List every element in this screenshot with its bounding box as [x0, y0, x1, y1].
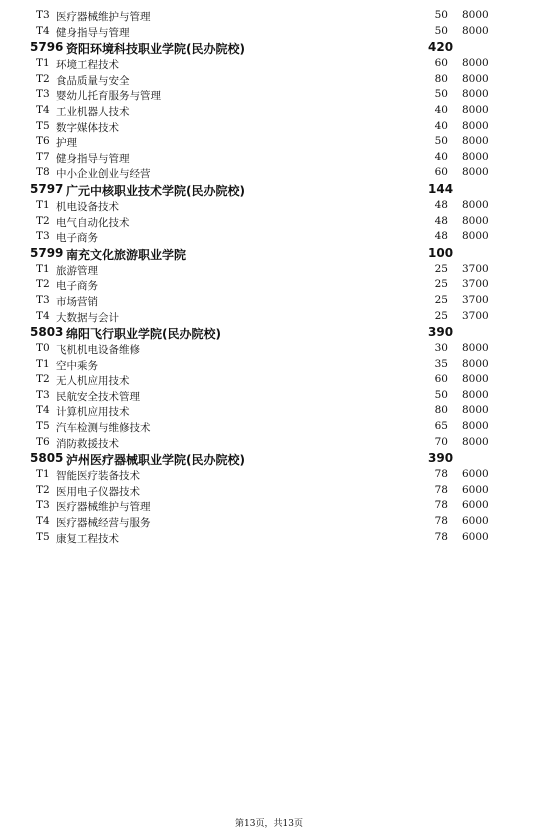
- major-name: 婴幼儿托育服务与管理: [56, 90, 161, 103]
- major-code: T1: [36, 357, 50, 370]
- major-fee: 8000: [462, 404, 489, 417]
- school-total: 144: [428, 181, 454, 196]
- page-footer: 第13页，共13页: [235, 819, 303, 829]
- major-plan: 60: [434, 373, 448, 386]
- school-row: [30, 450, 500, 467]
- major-code: T4: [36, 309, 50, 322]
- school-name: 泸州医疗器械职业学院(民办院校): [66, 453, 245, 468]
- major-row: [30, 372, 500, 388]
- major-fee: 8000: [462, 388, 489, 401]
- major-row: [30, 277, 500, 293]
- major-plan: 35: [434, 357, 448, 370]
- major-plan: 78: [434, 468, 448, 481]
- major-row: [30, 8, 500, 24]
- major-fee: 8000: [462, 72, 489, 85]
- major-plan: 50: [434, 88, 448, 101]
- major-plan: 60: [434, 57, 448, 70]
- major-row: [30, 134, 500, 150]
- school-row: [30, 39, 500, 56]
- major-plan: 25: [434, 278, 448, 291]
- school-row: [30, 181, 500, 198]
- major-plan: 60: [434, 166, 448, 179]
- major-plan: 80: [434, 404, 448, 417]
- major-row: [30, 341, 500, 357]
- major-name: 飞机机电设备维修: [56, 344, 140, 357]
- school-row: [30, 245, 500, 262]
- major-plan: 65: [434, 420, 448, 433]
- major-plan: 80: [434, 72, 448, 85]
- major-fee: 3700: [462, 262, 489, 275]
- major-code: T0: [36, 342, 50, 355]
- major-fee: 8000: [462, 420, 489, 433]
- major-row: [30, 357, 500, 373]
- major-name: 医疗器械维护与管理: [56, 11, 151, 23]
- major-fee: 3700: [462, 309, 489, 322]
- major-row: [30, 103, 500, 119]
- major-code: T2: [36, 214, 50, 227]
- school-code: 5805: [30, 451, 64, 466]
- major-fee: 8000: [462, 9, 489, 21]
- major-code: T4: [36, 103, 50, 116]
- major-code: T5: [36, 119, 50, 132]
- major-name: 护理: [56, 137, 77, 150]
- major-row: [30, 498, 500, 514]
- major-fee: 8000: [462, 119, 489, 132]
- major-row: [30, 388, 500, 404]
- school-total: 390: [428, 451, 454, 466]
- major-row: [30, 56, 500, 72]
- major-name: 数字媒体技术: [56, 121, 119, 134]
- major-name: 大数据与会计: [56, 311, 119, 324]
- major-row: [30, 214, 500, 230]
- major-plan: 50: [434, 9, 448, 21]
- major-code: T6: [36, 135, 50, 148]
- major-code: T1: [36, 468, 50, 481]
- major-code: T1: [36, 57, 50, 70]
- major-name: 机电设备技术: [56, 200, 119, 213]
- major-fee: 8000: [462, 373, 489, 386]
- major-code: T4: [36, 515, 50, 528]
- major-plan: 40: [434, 103, 448, 116]
- major-fee: 8000: [462, 88, 489, 101]
- school-total: 390: [428, 325, 454, 340]
- major-row: [30, 198, 500, 214]
- major-plan: 40: [434, 150, 448, 163]
- major-code: T3: [36, 9, 50, 21]
- major-fee: 8000: [462, 135, 489, 148]
- school-name: 资阳环境科技职业学院(民办院校): [66, 42, 245, 57]
- major-code: T3: [36, 499, 50, 512]
- major-name: 康复工程技术: [56, 532, 119, 545]
- major-name: 电气自动化技术: [56, 216, 130, 229]
- major-name: 市场营销: [56, 295, 98, 308]
- school-name: 南充文化旅游职业学院: [66, 247, 187, 262]
- major-name: 环境工程技术: [56, 59, 119, 72]
- major-plan: 70: [434, 435, 448, 448]
- major-fee: 6000: [462, 530, 489, 543]
- major-name: 健身指导与管理: [56, 26, 130, 39]
- school-code: 5803: [30, 325, 64, 340]
- major-plan: 48: [434, 198, 448, 211]
- major-fee: 8000: [462, 230, 489, 243]
- school-total: 420: [428, 40, 454, 55]
- major-code: T4: [36, 24, 50, 37]
- major-row: [30, 72, 500, 88]
- major-row: [30, 514, 500, 530]
- major-name: 智能医疗装备技术: [56, 470, 140, 483]
- major-row: [30, 229, 500, 245]
- major-code: T5: [36, 420, 50, 433]
- major-fee: 3700: [462, 293, 489, 306]
- major-row: [30, 403, 500, 419]
- major-fee: 6000: [462, 515, 489, 528]
- major-row: [30, 150, 500, 166]
- major-code: T2: [36, 72, 50, 85]
- school-total: 100: [428, 245, 454, 260]
- major-fee: 8000: [462, 342, 489, 355]
- major-plan: 78: [434, 483, 448, 496]
- major-row: [30, 435, 500, 451]
- major-fee: 8000: [462, 57, 489, 70]
- major-plan: 25: [434, 262, 448, 275]
- major-plan: 30: [434, 342, 448, 355]
- major-name: 中小企业创业与经营: [56, 168, 151, 181]
- major-name: 计算机应用技术: [56, 406, 130, 419]
- major-plan: 78: [434, 515, 448, 528]
- major-code: T3: [36, 88, 50, 101]
- major-fee: 6000: [462, 468, 489, 481]
- major-code: T4: [36, 404, 50, 417]
- major-row: [30, 87, 500, 103]
- major-plan: 48: [434, 214, 448, 227]
- major-name: 汽车检测与维修技术: [56, 422, 151, 435]
- major-row: [30, 119, 500, 135]
- major-row: [30, 165, 500, 181]
- major-code: T8: [36, 166, 50, 179]
- major-code: T6: [36, 435, 50, 448]
- major-fee: 8000: [462, 166, 489, 179]
- major-code: T2: [36, 278, 50, 291]
- major-code: T1: [36, 262, 50, 275]
- major-name: 电子商务: [56, 280, 98, 293]
- major-fee: 6000: [462, 483, 489, 496]
- major-name: 消防救援技术: [56, 437, 119, 450]
- school-code: 5796: [30, 40, 64, 55]
- major-fee: 8000: [462, 214, 489, 227]
- major-code: T2: [36, 373, 50, 386]
- major-code: T5: [36, 530, 50, 543]
- major-plan: 78: [434, 530, 448, 543]
- major-row: [30, 530, 500, 546]
- major-plan: 78: [434, 499, 448, 512]
- major-row: [30, 467, 500, 483]
- major-fee: 8000: [462, 150, 489, 163]
- major-code: T3: [36, 388, 50, 401]
- major-fee: 8000: [462, 103, 489, 116]
- major-plan: 40: [434, 119, 448, 132]
- major-row: [30, 483, 500, 499]
- major-row: [30, 262, 500, 278]
- major-plan: 48: [434, 230, 448, 243]
- major-fee: 3700: [462, 278, 489, 291]
- major-code: T1: [36, 198, 50, 211]
- major-row: [30, 293, 500, 309]
- major-name: 健身指导与管理: [56, 152, 130, 165]
- school-code: 5799: [30, 245, 64, 260]
- major-name: 工业机器人技术: [56, 105, 130, 118]
- major-plan: 50: [434, 24, 448, 37]
- major-fee: 8000: [462, 435, 489, 448]
- major-name: 医用电子仪器技术: [56, 485, 140, 498]
- major-fee: 6000: [462, 499, 489, 512]
- major-code: T3: [36, 293, 50, 306]
- major-fee: 8000: [462, 24, 489, 37]
- major-plan: 25: [434, 293, 448, 306]
- major-code: T7: [36, 150, 50, 163]
- major-name: 食品质量与安全: [56, 74, 130, 87]
- major-row: [30, 309, 500, 325]
- major-code: T3: [36, 230, 50, 243]
- major-name: 民航安全技术管理: [56, 390, 140, 403]
- major-name: 医疗器械经营与服务: [56, 517, 151, 530]
- major-row: [30, 24, 500, 40]
- major-code: T2: [36, 483, 50, 496]
- major-plan: 25: [434, 309, 448, 322]
- major-name: 旅游管理: [56, 264, 98, 277]
- school-code: 5797: [30, 181, 64, 196]
- major-name: 医疗器械维护与管理: [56, 501, 151, 514]
- enrollment-table: [30, 8, 500, 545]
- school-name: 广元中核职业技术学院(民办院校): [66, 183, 245, 198]
- major-name: 电子商务: [56, 232, 98, 245]
- major-plan: 50: [434, 388, 448, 401]
- major-plan: 50: [434, 135, 448, 148]
- major-row: [30, 419, 500, 435]
- major-name: 空中乘务: [56, 359, 98, 372]
- major-fee: 8000: [462, 198, 489, 211]
- school-name: 绵阳飞行职业学院(民办院校): [66, 327, 221, 342]
- major-name: 无人机应用技术: [56, 375, 130, 388]
- school-row: [30, 324, 500, 341]
- major-fee: 8000: [462, 357, 489, 370]
